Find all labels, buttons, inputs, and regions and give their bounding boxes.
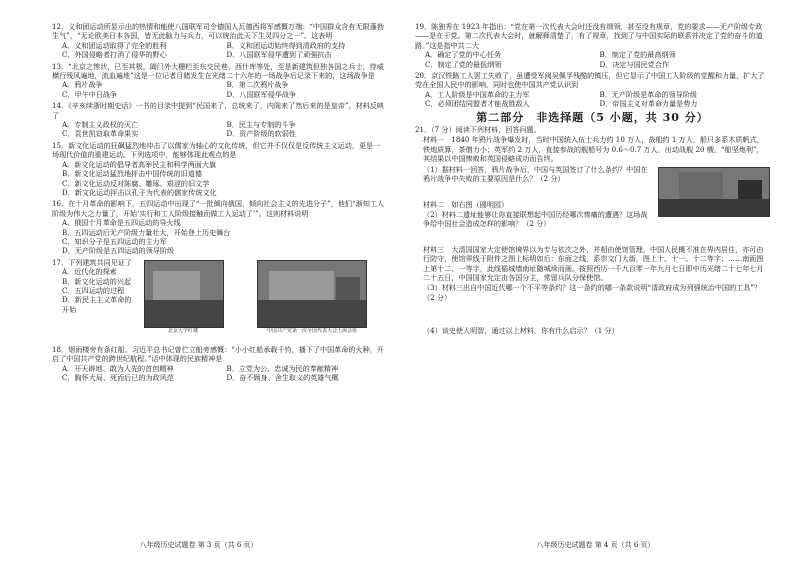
option-d: D．无产阶级是五四运动的领导阶级 (62, 246, 175, 256)
page-3-content (52, 22, 387, 527)
answer-space[interactable] (415, 303, 770, 325)
option-a: A．专制主义政权的灭亡 (62, 120, 139, 130)
photo-caption: 北京大学红楼 (167, 327, 198, 334)
options (415, 90, 770, 109)
option-d: D．奋不顾身、舍生取义的英雄气概 (226, 372, 339, 382)
options (52, 160, 387, 198)
question-stem: 12．义和团运动所显示出的热情和能使八国联军司令德国人瓦德西将军感慨万端：“中国群众含有无限蓬勃生气”，“无论欧美日本各国，皆无此脑力与兵力，可以统治此天下生灵四分之一”。这表明 (52, 22, 384, 41)
option-a: A．鸦片战争 (62, 80, 103, 90)
question-stem: 14．《辛亥续浙时期史话》一书的目录中提到“民国来了，总统来了，内阁来了然后来的是皇帝”。材料反映了 (52, 101, 384, 120)
option-c: C．五四运动的过程 (62, 285, 125, 295)
option-c: C．制定了党的最低纲领 (425, 59, 502, 69)
options (52, 218, 387, 256)
option-a: A．近代化的探索 (62, 267, 117, 277)
peking-university-red-building-photo (144, 260, 224, 328)
option-d: D．八国联军侵华战争 (226, 89, 297, 99)
option-c: C．袁世凯窃取革命果实 (62, 129, 139, 139)
option-b: B．新文化运动的兴起 (62, 276, 132, 286)
exam-page-4 (397, 0, 794, 561)
options (415, 50, 770, 69)
question-stem: 15．新文化运动的狂飙猛烈地冲击了以儒家为轴心的文化传统，但它并不仅仅是反传统主义运动，更是一场现代价值的重建运动。下列选项中，能够体现此观点的是 (52, 140, 381, 160)
options (52, 364, 387, 383)
question-19 (415, 22, 770, 69)
question-12 (52, 22, 387, 60)
question-21-heading: 21．（7 分）阅读下列材料，回答问题。 (415, 125, 541, 135)
option-b: B．第二次鸦片战争 (226, 80, 289, 90)
question-20 (415, 71, 770, 109)
option-c: C．必须团结同盟者才能战胜敌人 (425, 99, 530, 109)
option-c: C．新文化运动反对陈腐、雕琢、艰涩的旧文学 (62, 178, 210, 188)
option-d: D．决定与国民党合作 (599, 59, 670, 69)
option-a: A．开天辟地、敢为人先的首创精神 (62, 363, 174, 373)
option-b: B．制定了党的最高纲领 (599, 50, 676, 60)
option-d: D．帝国主义对革命力量是势力 (599, 99, 698, 109)
options (52, 267, 136, 314)
question-stem: 19．陈独秀在 1923 年指出：“党在第一次代表大会时还没有纲领，甚至没有规章，党的要求——无产阶级专政——是在于党。第二次代表大会时，就解释清楚了，有了规章，找到了与中国实际的联系并决定了党的奋斗的道路。”这是指中共二大 (415, 22, 763, 50)
option-c: C．甲午中日战争 (62, 89, 118, 99)
option-b: B．义和团运动始终得到清政府的支持 (226, 40, 346, 50)
option-a: A．俄国十月革命是五四运动的导火线 (62, 218, 181, 228)
material-two-label: 材料二 如右图（圆明园） (423, 199, 509, 209)
question-15 (52, 141, 387, 197)
yuanmingyuan-ruins-photo (658, 167, 770, 217)
question-17-text (52, 258, 136, 316)
option-b: B．五四运动后无产阶级力量壮大，开始登上历史舞台 (62, 227, 231, 237)
option-d: D．八国联军侵华遭到了顽强抗击 (226, 50, 332, 60)
question-stem: 18．烟雨楼旁有条红船。习近平总书记曾伫立船旁感慨：“小小红船承载千钧，播下了中国革命的火种，开启了中国共产党的跨世纪航程。”话中体现的民族精神是 (52, 344, 384, 364)
page-footer: 八年级历史试题卷 第 4 页（共 6 页） (536, 541, 655, 549)
option-d: D．资产阶级的软弱性 (226, 129, 297, 139)
answer-space[interactable] (415, 230, 770, 244)
question-16 (52, 199, 387, 255)
question-14 (52, 101, 387, 139)
question-13 (52, 62, 387, 100)
question-18 (52, 345, 387, 383)
sub-question-3: （3）材料三出自中国近代哪一个不平等条约？这一条约的哪一条款说明“清政府成为列强统治中国的工具”？（2 分） (423, 283, 762, 302)
option-b: B．立党为公、忠诚为民的奉献精神 (226, 363, 339, 373)
option-b: B．民主与专制的斗争 (226, 120, 296, 130)
option-b: B．新文化运动猛烈地抨击中国传统的旧道德 (62, 169, 202, 179)
page-4-content (415, 22, 770, 527)
option-a: A．义和团运动取得了完全的胜利 (62, 40, 167, 50)
option-c: C．胸怀大局、死而后已的为政风范 (62, 372, 174, 382)
photo-caption: 中国共产党第一次全国代表大会上海会址 (266, 327, 357, 334)
material-one: 材料一 1840 年鸦片战争爆发时，当时中国统入伍士兵力约 10 万人，战船约 1 万人，船只多系木质帆式，铁炮质算，茶僧力小；英军约 2 万人，直接参战的舰船号为 0.6～0.7 万人，出动战舰 20 艘，“船坚炮利”，其结果以中国惨败和英国侵略成功而告终。 (423, 135, 764, 164)
option-d: D．新文化运动抨击以孔子为代表的儒家传统文化 (62, 187, 217, 197)
options (52, 120, 387, 139)
page-footer: 八年级历史试题卷 第 3 页（共 6 页） (139, 541, 258, 549)
question-stem: 17．下列建筑共同见证了 (52, 257, 132, 267)
option-c: C．知识分子是五四运动的主力军 (62, 236, 167, 246)
material-three: 材料三 大清国国家大定使馆境界以为专与依次之外，并相由使馆管理，中国人民概不准在界内居住，亦可由行防守，使馆界线于附件之图上标明如后：东面之线，系崇文门大街，图上十、十一、十二等字；……南面图上第十二、一等字，此线循城墙南址随城垛而画。按照西历一千九百零一年九月七日即中历光绪二十七年七月二十五日，中国国家允定由各国分主，常留兵队分保使馆。 (423, 244, 764, 282)
question-17 (52, 258, 387, 344)
question-stem: 13．“北京之惨状，已至其极。阖门外大栅栏至东交民巷、西什库等处，至是新建筑但独各国之兵士，恃威横行残风遍地，流血遍地”这是一位记者目睹发生在光绪二十六年的一场战争后记录下来的，这场战争是 (52, 61, 384, 81)
option-d: D．新民主主义革命的开始 (62, 295, 132, 314)
part-two-title: 第二部分 非选择题（5 小题，共 30 分） (476, 110, 709, 124)
option-b: B．无产阶级是革命的领导阶级 (599, 89, 697, 99)
options (52, 80, 387, 99)
sub-question-4: （4）谈史使人明智，通过以上材料，你有什么启示？（1 分） (423, 326, 619, 336)
option-a: A．确定了党的中心任务 (425, 50, 502, 60)
options (52, 41, 387, 60)
option-c: C．外国侵略者打消了侵华的野心 (62, 50, 167, 60)
sub-question-2: （2）材料二遗址能够让你直接联想起中国历经哪次惨痛的遭遇？这场战争给中国社会造成怎样的影响？（2 分） (423, 209, 648, 229)
option-a: A．新文化运动的倡导者高举民主和科学两面大旗 (62, 159, 217, 169)
first-congress-site-photo (257, 260, 367, 328)
question-stem: 16．在十月革命的影响下，五四运动中出现了“一批倾向俄国，倾向社会主义的先进分子”，他们“渐知工人阶级为伟大之力量了，开始‘实行和工人阶级接触而做工人运动了’”。这则材料说明 (52, 199, 385, 218)
sub-question-1: （1）据材料一回答，鸦片战争后，中国与英国签订了什么条约？中国在鸦片战争中失败的主要原因是什么？（2 分） (423, 164, 648, 184)
question-stem: 20．京汉铁路工人罢工失败了，虽遭受军阀吴佩孚残酷的镇压，但它显示了中国工人阶级的觉醒和力量，扩大了党在全国人民中的影响，同时也使中国共产党认识到 (415, 71, 765, 90)
option-a: A．工人阶级是中国革命的主力军 (425, 89, 530, 99)
